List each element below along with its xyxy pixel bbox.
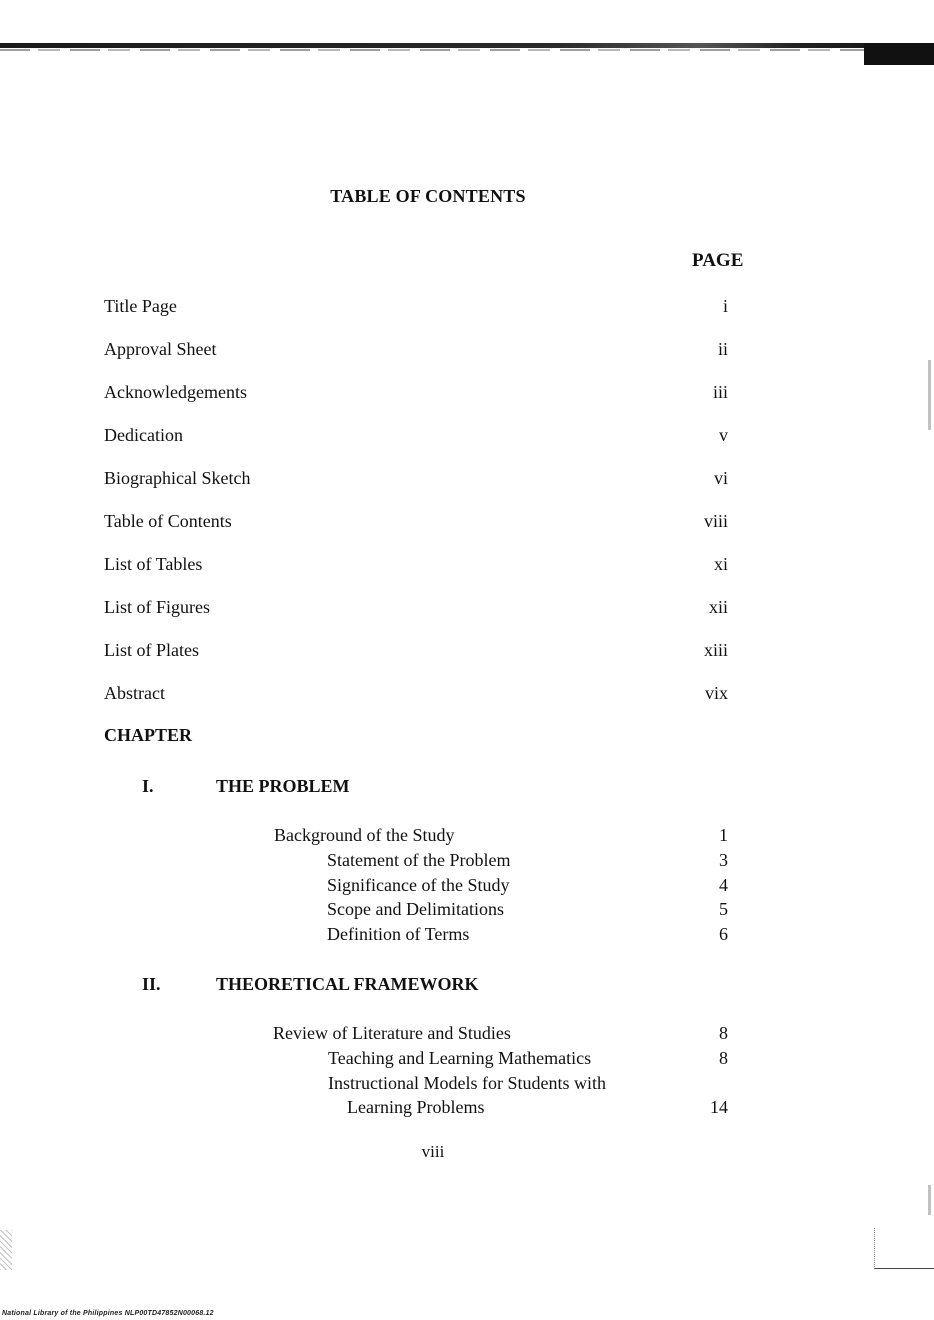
toc-row — [0, 551, 934, 577]
toc-entry-label: Definition of Terms — [327, 924, 470, 944]
toc-entry-label: Background of the Study — [274, 825, 455, 845]
toc-row — [0, 822, 934, 848]
toc-entry-label: Title Page — [104, 296, 177, 316]
toc-row — [0, 896, 934, 922]
toc-entry-page: 5 — [719, 899, 728, 919]
toc-row — [0, 422, 934, 448]
toc-row — [0, 336, 934, 362]
chapter-title: THEORETICAL FRAMEWORK — [216, 974, 479, 994]
toc-row — [0, 921, 934, 947]
scan-corner-mark — [864, 43, 934, 65]
toc-entry-page: 6 — [719, 924, 728, 944]
toc-entry-label: Abstract — [104, 683, 165, 703]
toc-entry-label: Acknowledgements — [104, 382, 247, 402]
toc-entry-label: Statement of the Problem — [327, 850, 511, 870]
toc-entry-label: Table of Contents — [104, 511, 232, 531]
toc-entry-label: Biographical Sketch — [104, 468, 251, 488]
toc-entry-label: List of Tables — [104, 554, 203, 574]
toc-entry-page: vi — [713, 468, 728, 488]
toc-row — [0, 508, 934, 534]
toc-entry-label: Significance of the Study — [327, 875, 510, 895]
scan-edge-noise — [0, 49, 900, 51]
toc-entry-label: Review of Literature and Studies — [273, 1023, 511, 1043]
toc-row — [0, 680, 934, 706]
toc-row — [0, 847, 934, 873]
chapter-number: II. — [142, 974, 161, 994]
page-title: TABLE OF CONTENTS — [330, 186, 526, 206]
chapter-number: I. — [142, 776, 154, 796]
toc-entry-page: 8 — [719, 1023, 728, 1043]
toc-entry-page: xiii — [703, 640, 728, 660]
toc-entry-page: viii — [703, 511, 728, 531]
toc-row — [0, 465, 934, 491]
toc-entry-page: iii — [712, 382, 728, 402]
toc-entry-label: List of Plates — [104, 640, 199, 660]
toc-entry-label: List of Figures — [104, 597, 210, 617]
toc-entry-page: 3 — [719, 850, 728, 870]
toc-entry-label: Learning Problems — [347, 1097, 485, 1117]
toc-row — [0, 293, 934, 319]
toc-entry-label: Approval Sheet — [104, 339, 217, 359]
toc-entry-label: Dedication — [104, 425, 183, 445]
toc-entry-label: Teaching and Learning Mathematics — [328, 1048, 592, 1068]
toc-row — [0, 594, 934, 620]
toc-entry-label: Instructional Models for Students with — [328, 1073, 606, 1093]
page-number: viii — [421, 1142, 445, 1161]
scan-edge-top — [0, 43, 934, 48]
toc-entry-page: 1 — [719, 825, 728, 845]
toc-entry-page: xii — [708, 597, 728, 617]
toc-row — [0, 1045, 934, 1071]
toc-row — [0, 872, 934, 898]
toc-row — [0, 1094, 934, 1120]
toc-entry-page: 14 — [710, 1097, 728, 1117]
toc-entry-page: vix — [704, 683, 728, 703]
toc-entry-page: 8 — [719, 1048, 728, 1068]
toc-entry-page: ii — [717, 339, 728, 359]
toc-row — [0, 637, 934, 663]
chapter-heading: CHAPTER — [104, 725, 193, 745]
page-column-header: PAGE — [692, 250, 744, 271]
toc-row — [0, 379, 934, 405]
toc-entry-label: Scope and Delimitations — [327, 899, 504, 919]
toc-row — [0, 1020, 934, 1046]
scan-corner-bottom-right — [874, 1228, 934, 1269]
chapter-title: THE PROBLEM — [216, 776, 350, 796]
toc-row — [0, 1070, 934, 1096]
scan-footer-note: National Library of the Philippines NLP00TD47852N00068.12 — [2, 1310, 214, 1317]
toc-entry-page: xi — [713, 554, 728, 574]
scan-corner-bottom-left — [0, 1230, 12, 1270]
toc-entry-page: i — [722, 296, 728, 316]
scan-speck — [928, 1185, 931, 1215]
toc-entry-page: v — [719, 425, 728, 445]
toc-entry-page: 4 — [719, 875, 728, 895]
